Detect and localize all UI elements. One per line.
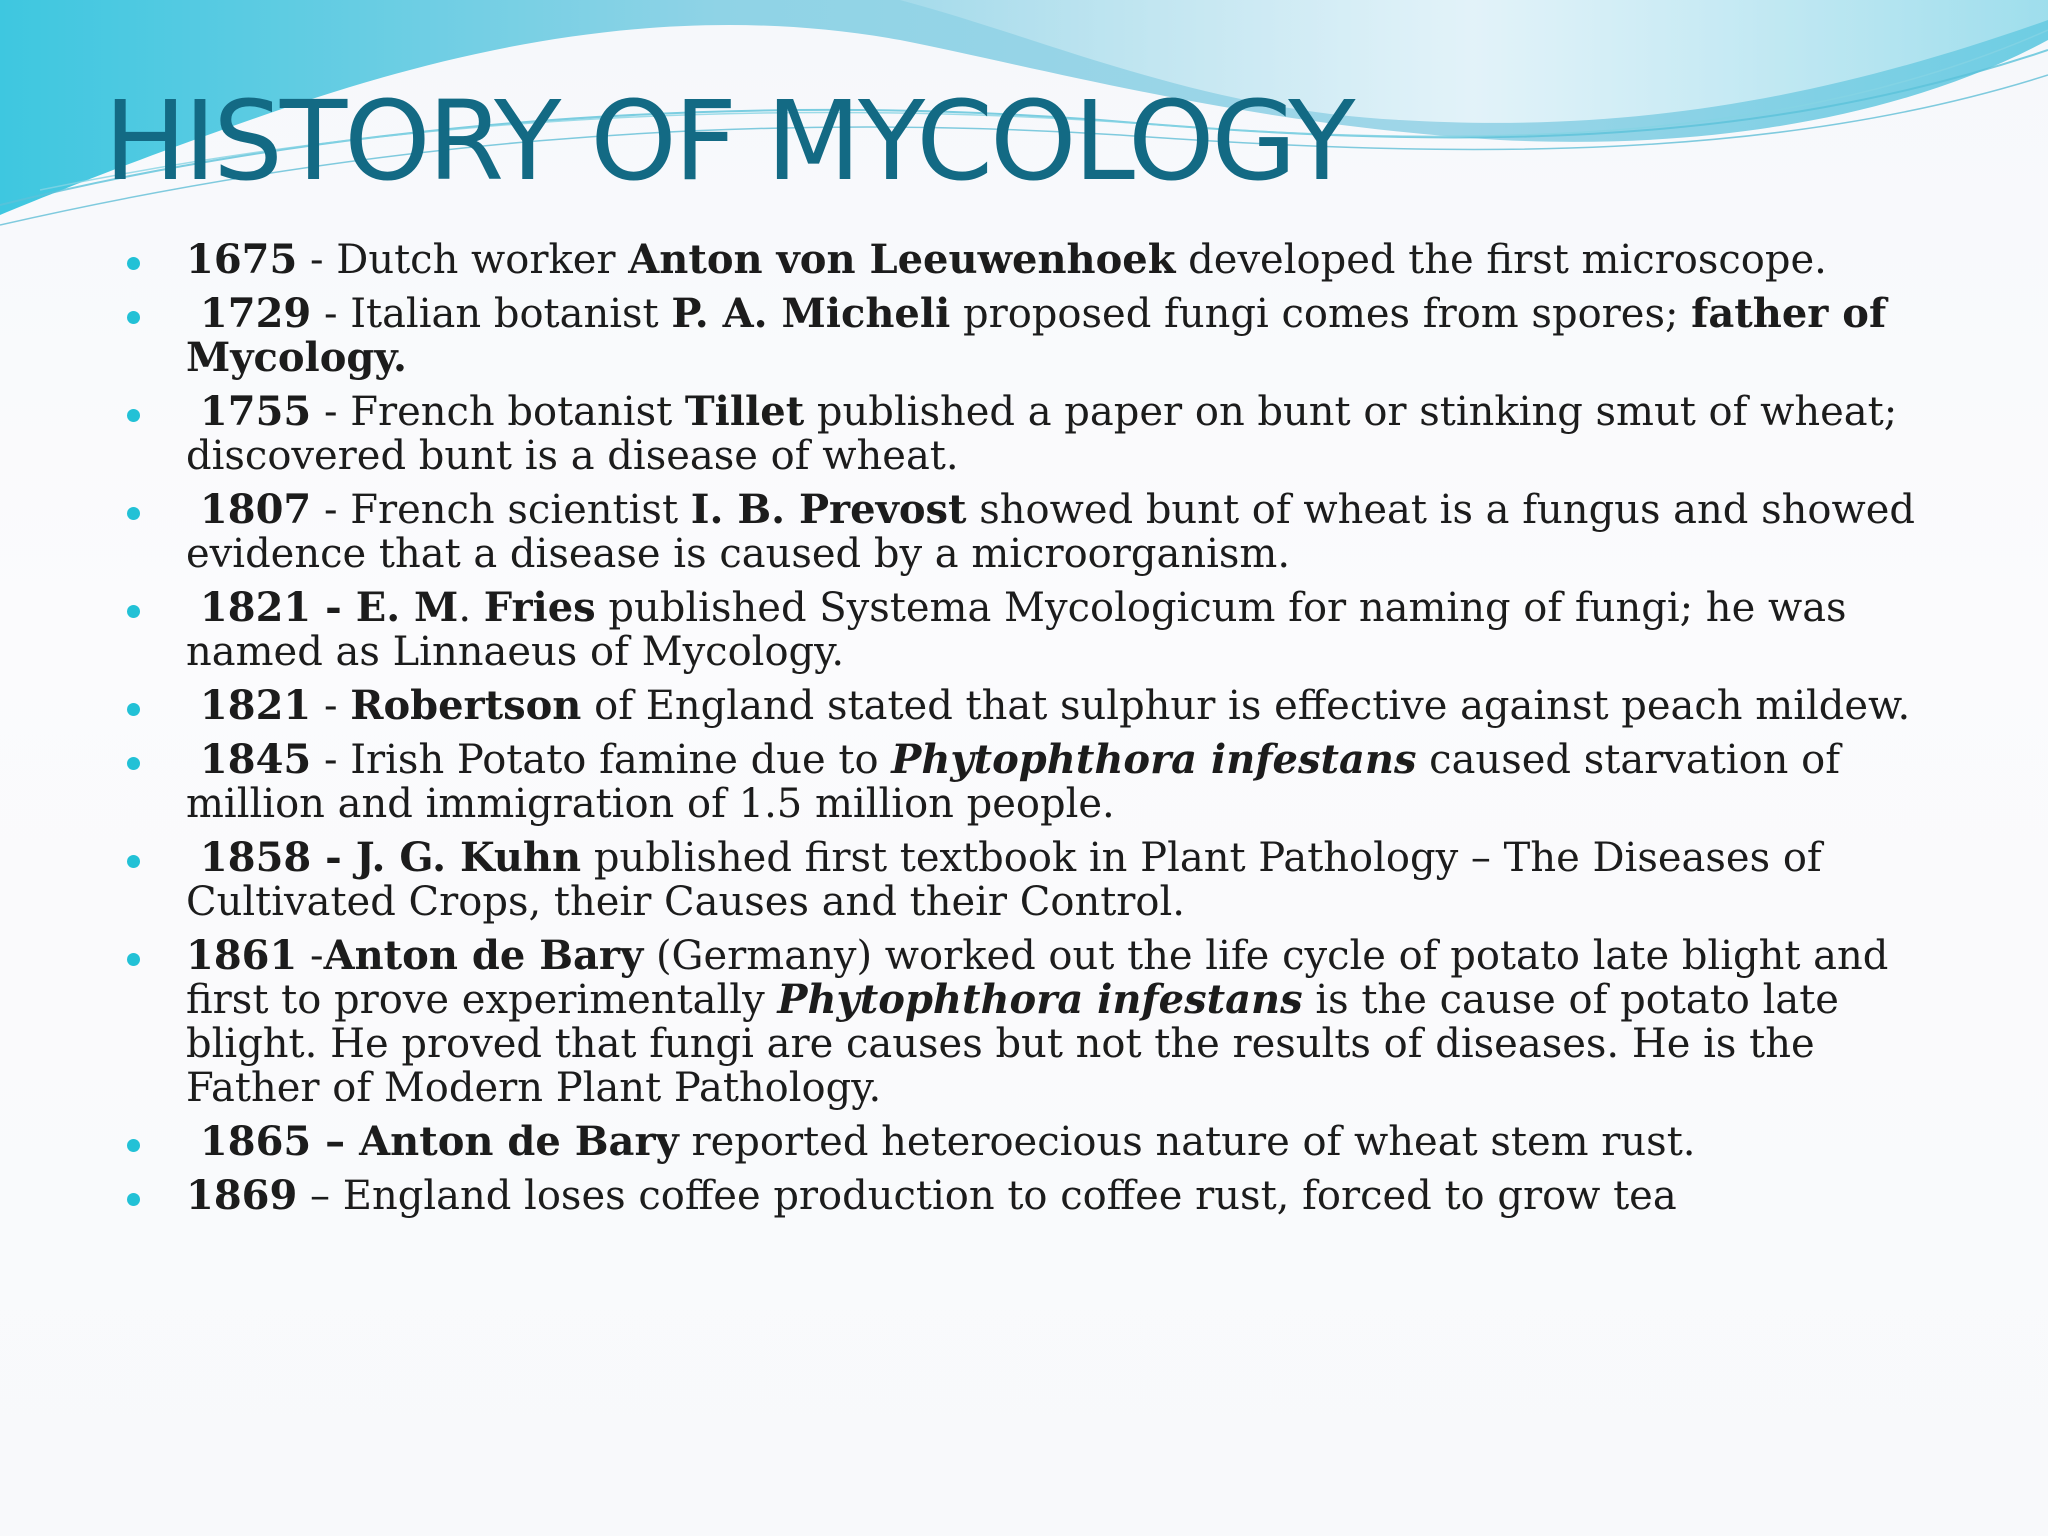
bullet-icon bbox=[127, 757, 140, 770]
year-label: 1869 bbox=[186, 1172, 298, 1219]
list-item-text: 1858 - J. G. Kuhn published first textbook in Plant Pathology – The Diseases of Cultivated Crops, their Causes and their Control. bbox=[186, 834, 1822, 925]
bullet-icon bbox=[127, 855, 140, 868]
bullet-icon bbox=[127, 605, 140, 618]
bullet-icon bbox=[127, 703, 140, 716]
emphasis-text: father of Mycology. bbox=[186, 290, 1887, 381]
list-item-text: 1821 - E. M. Fries published Systema Mycologicum for naming of fungi; he was named as Linnaeus of Mycology. bbox=[186, 584, 1847, 675]
list-item-1675 bbox=[124, 238, 1934, 282]
person-name: Robertson bbox=[350, 682, 582, 729]
list-item-1755 bbox=[124, 390, 1934, 478]
bullet-icon bbox=[127, 257, 140, 270]
list-item-1729 bbox=[124, 292, 1934, 380]
list-item-text: 1807 - French scientist I. B. Prevost showed bunt of wheat is a fungus and showed evidence that a disease is caused by a microorganism. bbox=[186, 486, 1915, 577]
bullet-icon bbox=[127, 1139, 140, 1152]
species-name: Phytophthora infestans bbox=[777, 976, 1303, 1023]
bullet-icon bbox=[127, 953, 140, 966]
year-label: 1729 bbox=[186, 290, 312, 337]
year-label: 1861 bbox=[186, 932, 298, 979]
year-label: 1807 bbox=[186, 486, 312, 533]
year-label: 1821 bbox=[186, 682, 312, 729]
list-item-1858 bbox=[124, 836, 1934, 924]
person-name: P. A. Micheli bbox=[671, 290, 951, 337]
list-item-text: 1865 – Anton de Bary reported heteroecious nature of wheat stem rust. bbox=[186, 1118, 1696, 1165]
bullet-list bbox=[124, 238, 1934, 1228]
year-label: 1675 bbox=[186, 236, 298, 283]
year-label: 1821 - E. M bbox=[186, 584, 459, 631]
list-item-text: 1861 -Anton de Bary (Germany) worked out the life cycle of potato late blight and first to prove experimentally Phytophthora infestans is the cause of potato late blight. He proved that fungi are causes but not the results of diseases. He is the Father of Modern Plant Pathology. bbox=[186, 932, 1889, 1111]
person-name: Anton von Leeuwenhoek bbox=[628, 236, 1176, 283]
species-name: Phytophthora infestans bbox=[891, 736, 1417, 783]
bullet-icon bbox=[127, 507, 140, 520]
list-item-text: 1845 - Irish Potato famine due to Phytophthora infestans caused starvation of million and immigration of 1.5 million people. bbox=[186, 736, 1841, 827]
list-item-text: 1675 - Dutch worker Anton von Leeuwenhoek developed the first microscope. bbox=[186, 236, 1827, 283]
year-label: 1858 - J. G. Kuhn bbox=[186, 834, 582, 881]
person-name: I. B. Prevost bbox=[690, 486, 967, 533]
year-label: 1845 bbox=[186, 736, 312, 783]
bullet-icon bbox=[127, 409, 140, 422]
bullet-icon bbox=[127, 1193, 140, 1206]
list-item-1865 bbox=[124, 1120, 1934, 1164]
year-label: 1865 – Anton de Bary bbox=[186, 1118, 679, 1165]
list-item-1861 bbox=[124, 934, 1934, 1110]
person-name: Anton de Bary bbox=[323, 932, 644, 979]
list-item-text: 1755 - French botanist Tillet published a paper on bunt or stinking smut of wheat; discovered bunt is a disease of wheat. bbox=[186, 388, 1898, 479]
list-item-1869 bbox=[124, 1174, 1934, 1218]
list-item-1821-fries bbox=[124, 586, 1934, 674]
list-item-1807 bbox=[124, 488, 1934, 576]
slide-title: HISTORY OF MYCOLOGY bbox=[104, 77, 1353, 205]
list-item-text: 1869 – England loses coffee production to coffee rust, forced to grow tea bbox=[186, 1172, 1677, 1219]
list-item-1845 bbox=[124, 738, 1934, 826]
list-item-1821-robertson bbox=[124, 684, 1934, 728]
list-item-text: 1729 - Italian botanist P. A. Micheli proposed fungi comes from spores; father of Mycology. bbox=[186, 290, 1887, 381]
year-label: 1755 bbox=[186, 388, 312, 435]
bullet-icon bbox=[127, 311, 140, 324]
list-item-text: 1821 - Robertson of England stated that sulphur is effective against peach mildew. bbox=[186, 682, 1911, 729]
person-name: Tillet bbox=[684, 388, 805, 435]
person-name: Fries bbox=[483, 584, 596, 631]
